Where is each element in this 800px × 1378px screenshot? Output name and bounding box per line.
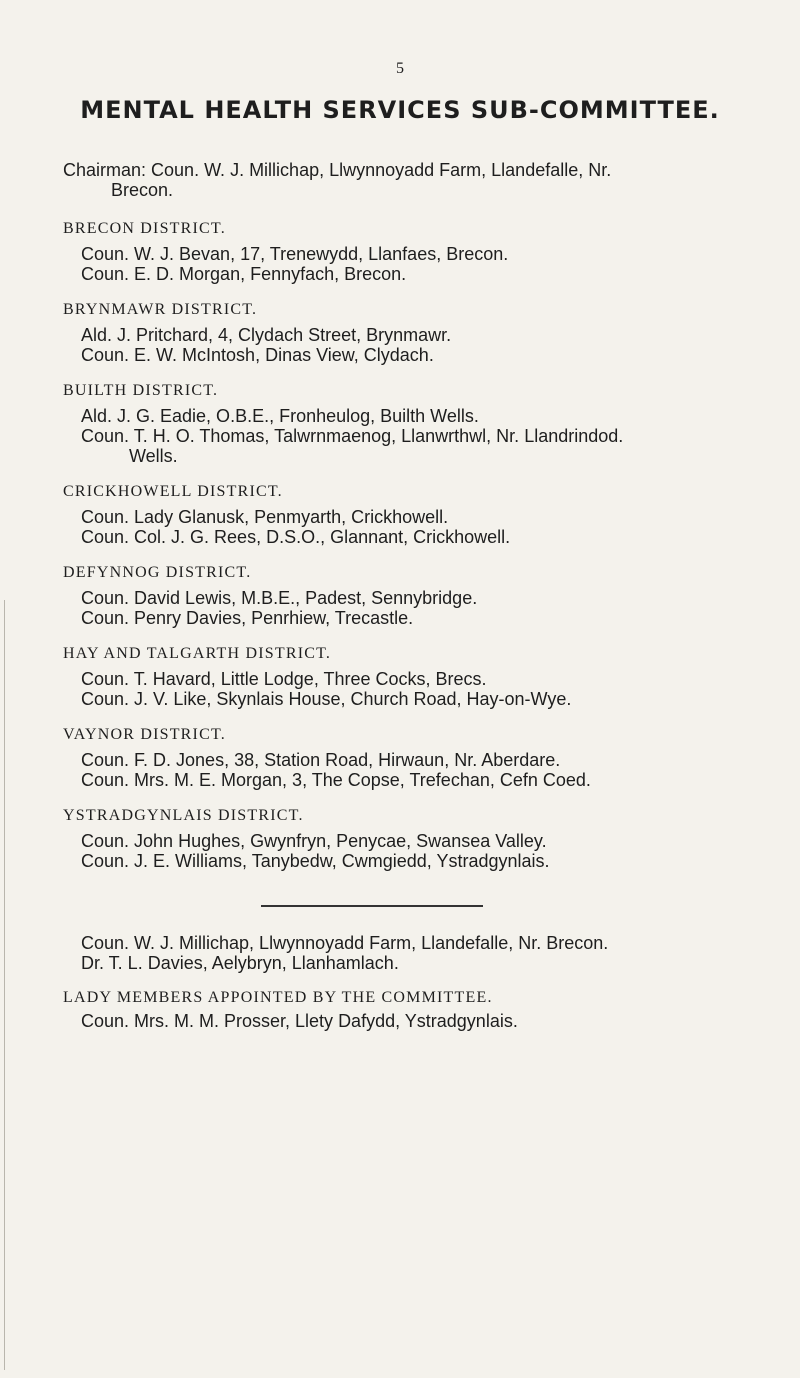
district-members <box>63 406 783 466</box>
member-line: Coun. John Hughes, Gwynfryn, Penycae, Swansea Valley. <box>81 831 547 851</box>
district-members <box>63 831 783 871</box>
district-members <box>63 588 783 628</box>
chairman-line: Chairman: Coun. W. J. Millichap, Llwynnoyadd Farm, Llandefalle, Nr. <box>63 160 612 180</box>
district-heading: HAY AND TALGARTH DISTRICT. <box>63 645 332 662</box>
district-members <box>63 507 783 547</box>
district-heading: DEFYNNOG DISTRICT. <box>63 564 252 581</box>
district-members <box>63 750 783 790</box>
district-heading: VAYNOR DISTRICT. <box>63 726 226 743</box>
member-line: Coun. W. J. Millichap, Llwynnoyadd Farm, Llandefalle, Nr. Brecon. <box>81 933 609 953</box>
chairman-entry <box>63 160 783 200</box>
member-entry <box>81 953 783 973</box>
lady-members-heading: LADY MEMBERS APPOINTED BY THE COMMITTEE. <box>63 989 493 1006</box>
member-line: Coun. J. E. Williams, Tanybedw, Cwmgiedd, Ystradgynlais. <box>81 851 550 871</box>
member-entry <box>81 527 783 547</box>
member-line: Coun. T. Havard, Little Lodge, Three Cocks, Brecs. <box>81 669 487 689</box>
member-line: Coun. Penry Davies, Penrhiew, Trecastle. <box>81 608 414 628</box>
district-heading: BRECON DISTRICT. <box>63 220 226 237</box>
member-line: Ald. J. Pritchard, 4, Clydach Street, Brynmawr. <box>81 325 452 345</box>
member-entry <box>81 933 783 953</box>
page-title: MENTAL HEALTH SERVICES SUB-COMMITTEE. <box>80 96 720 124</box>
member-line: Coun. F. D. Jones, 38, Station Road, Hirwaun, Nr. Aberdare. <box>81 750 561 770</box>
chairman-line-continued: Brecon. <box>111 180 174 200</box>
committee-list <box>63 160 783 1031</box>
member-line: Coun. Mrs. M. M. Prosser, Llety Dafydd, Ystradgynlais. <box>81 1011 518 1031</box>
lady-members <box>63 1011 783 1031</box>
member-entry <box>81 851 783 871</box>
district-heading: CRICKHOWELL DISTRICT. <box>63 483 283 500</box>
member-entry <box>81 689 783 709</box>
member-line: Coun. W. J. Bevan, 17, Trenewydd, Llanfaes, Brecon. <box>81 244 509 264</box>
member-entry <box>81 507 783 527</box>
page-edge-line <box>4 600 5 1370</box>
member-entry <box>81 345 783 365</box>
member-entry <box>81 264 783 284</box>
member-entry <box>81 750 783 770</box>
member-entry <box>81 325 783 345</box>
member-entry <box>81 426 783 466</box>
district-heading: BRYNMAWR DISTRICT. <box>63 301 258 318</box>
member-line: Coun. Mrs. M. E. Morgan, 3, The Copse, Trefechan, Cefn Coed. <box>81 770 591 790</box>
districts-section <box>63 220 783 871</box>
district-members <box>63 325 783 365</box>
member-entry <box>81 608 783 628</box>
district-heading: YSTRADGYNLAIS DISTRICT. <box>63 807 304 824</box>
member-line: Coun. Col. J. G. Rees, D.S.O., Glannant, Crickhowell. <box>81 527 511 547</box>
member-line: Coun. David Lewis, M.B.E., Padest, Sennybridge. <box>81 588 478 608</box>
member-entry <box>81 406 783 426</box>
member-line: Coun. E. D. Morgan, Fennyfach, Brecon. <box>81 264 407 284</box>
member-line: Coun. E. W. McIntosh, Dinas View, Clydach. <box>81 345 434 365</box>
member-entry <box>81 244 783 264</box>
member-entry <box>81 831 783 851</box>
member-entry <box>81 669 783 689</box>
member-line: Coun. J. V. Like, Skynlais House, Church Road, Hay-on-Wye. <box>81 689 572 709</box>
member-line: Dr. T. L. Davies, Aelybryn, Llanhamlach. <box>81 953 399 973</box>
page-number: 5 <box>396 60 404 77</box>
member-line-continued: Wells. <box>129 446 178 466</box>
member-line: Coun. T. H. O. Thomas, Talwrnmaenog, Llanwrthwl, Nr. Llandrindod. <box>81 426 624 446</box>
member-entry <box>81 1011 783 1031</box>
district-members <box>63 244 783 284</box>
member-entry <box>81 588 783 608</box>
member-line: Ald. J. G. Eadie, O.B.E., Fronheulog, Builth Wells. <box>81 406 479 426</box>
additional-members <box>63 933 783 973</box>
district-heading: BUILTH DISTRICT. <box>63 382 219 399</box>
member-entry <box>81 770 783 790</box>
section-divider <box>261 905 483 907</box>
district-members <box>63 669 783 709</box>
member-line: Coun. Lady Glanusk, Penmyarth, Crickhowell. <box>81 507 449 527</box>
